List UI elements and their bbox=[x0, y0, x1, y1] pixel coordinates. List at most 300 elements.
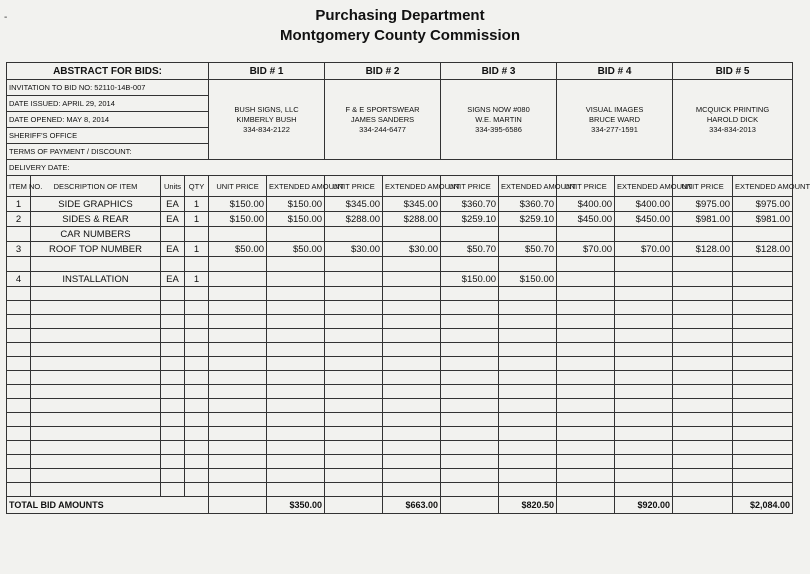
empty-cell bbox=[267, 287, 325, 301]
empty-cell bbox=[557, 455, 615, 469]
extended-amount: $288.00 bbox=[383, 212, 441, 227]
unit-price bbox=[673, 272, 733, 287]
empty-cell bbox=[267, 371, 325, 385]
item-units: EA bbox=[161, 272, 185, 287]
empty-cell bbox=[557, 301, 615, 315]
bid-total: $663.00 bbox=[383, 497, 441, 514]
empty-cell bbox=[733, 427, 793, 441]
empty-cell bbox=[733, 441, 793, 455]
empty-cell bbox=[31, 441, 161, 455]
col-extended-amount: EXTENDED AMOUNT bbox=[267, 176, 325, 197]
vendor-phone: 334-834-2122 bbox=[243, 124, 290, 134]
extended-amount bbox=[383, 272, 441, 287]
empty-cell bbox=[325, 301, 383, 315]
empty-cell bbox=[441, 441, 499, 455]
empty-cell bbox=[615, 399, 673, 413]
empty-cell bbox=[557, 343, 615, 357]
empty-cell bbox=[185, 315, 209, 329]
empty-cell bbox=[161, 413, 185, 427]
empty-cell bbox=[615, 357, 673, 371]
vendor-phone: 334-834-2013 bbox=[709, 124, 756, 134]
empty-cell bbox=[733, 413, 793, 427]
empty-cell bbox=[161, 357, 185, 371]
empty-cell bbox=[161, 301, 185, 315]
bid-total: $2,084.00 bbox=[733, 497, 793, 514]
empty-cell bbox=[7, 427, 31, 441]
unit-price bbox=[209, 227, 267, 242]
empty-cell bbox=[7, 343, 31, 357]
item-units: EA bbox=[161, 242, 185, 257]
empty-cell bbox=[383, 301, 441, 315]
empty-cell bbox=[383, 469, 441, 483]
empty-cell bbox=[185, 427, 209, 441]
empty-cell bbox=[267, 455, 325, 469]
delivery-date: DELIVERY DATE: bbox=[7, 160, 793, 176]
empty-cell bbox=[673, 469, 733, 483]
empty-cell bbox=[499, 385, 557, 399]
empty-cell bbox=[557, 441, 615, 455]
empty-cell bbox=[673, 385, 733, 399]
total-blank bbox=[209, 497, 267, 514]
empty-cell bbox=[733, 483, 793, 497]
empty-cell bbox=[31, 385, 161, 399]
unit-price: $128.00 bbox=[673, 242, 733, 257]
extended-amount bbox=[615, 257, 673, 272]
extended-amount bbox=[499, 227, 557, 242]
empty-cell bbox=[499, 301, 557, 315]
empty-cell bbox=[209, 357, 267, 371]
item-no: 4 bbox=[7, 272, 31, 287]
empty-cell bbox=[441, 399, 499, 413]
extended-amount: $150.00 bbox=[267, 212, 325, 227]
col-extended-amount: EXTENDED AMOUNT bbox=[615, 176, 673, 197]
empty-cell bbox=[383, 329, 441, 343]
empty-cell bbox=[7, 371, 31, 385]
empty-cell bbox=[209, 413, 267, 427]
empty-row bbox=[7, 469, 793, 483]
empty-cell bbox=[383, 287, 441, 301]
table-row bbox=[7, 212, 793, 227]
empty-cell bbox=[733, 315, 793, 329]
extended-amount: $50.00 bbox=[267, 242, 325, 257]
table-row bbox=[7, 242, 793, 257]
item-qty: 1 bbox=[185, 272, 209, 287]
empty-cell bbox=[161, 455, 185, 469]
empty-cell bbox=[185, 287, 209, 301]
empty-cell bbox=[615, 329, 673, 343]
empty-cell bbox=[325, 427, 383, 441]
empty-cell bbox=[185, 483, 209, 497]
empty-cell bbox=[31, 427, 161, 441]
empty-row bbox=[7, 455, 793, 469]
empty-cell bbox=[733, 343, 793, 357]
empty-cell bbox=[557, 399, 615, 413]
empty-cell bbox=[557, 385, 615, 399]
item-no: 3 bbox=[7, 242, 31, 257]
empty-cell bbox=[673, 483, 733, 497]
extended-amount: $981.00 bbox=[733, 212, 793, 227]
vendor-contact: KIMBERLY BUSH bbox=[236, 114, 297, 124]
empty-cell bbox=[209, 455, 267, 469]
abstract-title: ABSTRACT FOR BIDS: bbox=[7, 63, 209, 80]
extended-amount: $70.00 bbox=[615, 242, 673, 257]
empty-cell bbox=[7, 441, 31, 455]
empty-cell bbox=[383, 315, 441, 329]
unit-price bbox=[557, 257, 615, 272]
empty-cell bbox=[557, 357, 615, 371]
empty-cell bbox=[325, 371, 383, 385]
empty-cell bbox=[615, 427, 673, 441]
total-label: TOTAL BID AMOUNTS bbox=[7, 497, 209, 514]
department-title: Purchasing Department bbox=[315, 7, 485, 24]
empty-row bbox=[7, 357, 793, 371]
empty-cell bbox=[31, 301, 161, 315]
empty-cell bbox=[209, 329, 267, 343]
unit-price bbox=[673, 257, 733, 272]
unit-price: $50.70 bbox=[441, 242, 499, 257]
empty-cell bbox=[733, 385, 793, 399]
unit-price bbox=[557, 227, 615, 242]
empty-cell bbox=[325, 315, 383, 329]
empty-cell bbox=[557, 427, 615, 441]
item-no bbox=[7, 227, 31, 242]
empty-cell bbox=[557, 315, 615, 329]
empty-cell bbox=[441, 455, 499, 469]
unit-price: $50.00 bbox=[209, 242, 267, 257]
empty-cell bbox=[267, 315, 325, 329]
unit-price: $259.10 bbox=[441, 212, 499, 227]
extended-amount: $128.00 bbox=[733, 242, 793, 257]
empty-cell bbox=[7, 399, 31, 413]
empty-cell bbox=[673, 455, 733, 469]
empty-cell bbox=[733, 287, 793, 301]
extended-amount bbox=[733, 227, 793, 242]
empty-cell bbox=[673, 371, 733, 385]
invitation-number: INVITATION TO BID NO: 52110-14B-007 bbox=[7, 80, 209, 96]
vendor-cell bbox=[557, 80, 673, 160]
empty-cell bbox=[615, 441, 673, 455]
empty-cell bbox=[441, 385, 499, 399]
date-issued: DATE ISSUED: APRIL 29, 2014 bbox=[7, 96, 209, 112]
stray-mark: - bbox=[4, 12, 8, 23]
empty-cell bbox=[673, 315, 733, 329]
extended-amount bbox=[499, 257, 557, 272]
table-row bbox=[7, 227, 793, 242]
empty-cell bbox=[325, 329, 383, 343]
empty-cell bbox=[383, 343, 441, 357]
empty-cell bbox=[325, 343, 383, 357]
empty-cell bbox=[441, 329, 499, 343]
empty-cell bbox=[7, 357, 31, 371]
empty-cell bbox=[499, 441, 557, 455]
unit-price: $150.00 bbox=[209, 197, 267, 212]
bid-abstract-table bbox=[6, 62, 810, 514]
empty-cell bbox=[499, 427, 557, 441]
vendor-phone: 334-277-1591 bbox=[591, 124, 638, 134]
col-extended-amount: EXTENDED AMOUNT bbox=[499, 176, 557, 197]
extended-amount bbox=[733, 257, 793, 272]
vendor-name: BUSH SIGNS, LLC bbox=[234, 104, 299, 114]
empty-cell bbox=[31, 343, 161, 357]
empty-cell bbox=[673, 329, 733, 343]
item-description: SIDE GRAPHICS bbox=[31, 197, 161, 212]
extended-amount: $345.00 bbox=[383, 197, 441, 212]
unit-price: $360.70 bbox=[441, 197, 499, 212]
document-header bbox=[0, 6, 800, 46]
empty-cell bbox=[499, 483, 557, 497]
col-qty: QTY bbox=[185, 176, 209, 197]
empty-cell bbox=[557, 329, 615, 343]
empty-cell bbox=[383, 385, 441, 399]
empty-cell bbox=[31, 469, 161, 483]
unit-price: $450.00 bbox=[557, 212, 615, 227]
empty-cell bbox=[267, 469, 325, 483]
empty-cell bbox=[673, 427, 733, 441]
vendor-cell bbox=[325, 80, 441, 160]
empty-cell bbox=[615, 413, 673, 427]
bid-total: $350.00 bbox=[267, 497, 325, 514]
empty-cell bbox=[31, 399, 161, 413]
bid-total: $820.50 bbox=[499, 497, 557, 514]
empty-cell bbox=[325, 287, 383, 301]
empty-cell bbox=[7, 287, 31, 301]
empty-cell bbox=[325, 399, 383, 413]
empty-cell bbox=[267, 427, 325, 441]
vendor-contact: W.E. MARTIN bbox=[475, 114, 522, 124]
col-unit-price: UNIT PRICE bbox=[557, 176, 615, 197]
empty-cell bbox=[7, 469, 31, 483]
empty-cell bbox=[185, 371, 209, 385]
empty-cell bbox=[161, 287, 185, 301]
extended-amount bbox=[383, 257, 441, 272]
empty-cell bbox=[267, 301, 325, 315]
empty-cell bbox=[557, 287, 615, 301]
empty-cell bbox=[7, 315, 31, 329]
unit-price bbox=[557, 272, 615, 287]
vendor-contact: BRUCE WARD bbox=[589, 114, 640, 124]
table-row bbox=[7, 197, 793, 212]
item-description: CAR NUMBERS bbox=[31, 227, 161, 242]
empty-cell bbox=[325, 441, 383, 455]
empty-cell bbox=[161, 427, 185, 441]
empty-cell bbox=[185, 357, 209, 371]
col-description: DESCRIPTION OF ITEM bbox=[31, 176, 161, 197]
empty-cell bbox=[185, 301, 209, 315]
empty-cell bbox=[615, 315, 673, 329]
empty-row bbox=[7, 301, 793, 315]
col-extended-amount: EXTENDED AMOUNT bbox=[383, 176, 441, 197]
empty-cell bbox=[383, 427, 441, 441]
extended-amount: $50.70 bbox=[499, 242, 557, 257]
vendor-contact: HAROLD DICK bbox=[706, 114, 759, 124]
item-no: 2 bbox=[7, 212, 31, 227]
empty-cell bbox=[499, 469, 557, 483]
item-description: INSTALLATION bbox=[31, 272, 161, 287]
empty-cell bbox=[615, 385, 673, 399]
extended-amount bbox=[615, 227, 673, 242]
extended-amount: $360.70 bbox=[499, 197, 557, 212]
empty-row bbox=[7, 427, 793, 441]
table-row bbox=[7, 257, 793, 272]
empty-cell bbox=[209, 399, 267, 413]
unit-price: $345.00 bbox=[325, 197, 383, 212]
total-blank bbox=[557, 497, 615, 514]
empty-cell bbox=[441, 301, 499, 315]
empty-cell bbox=[673, 399, 733, 413]
empty-cell bbox=[673, 343, 733, 357]
empty-cell bbox=[185, 441, 209, 455]
empty-row bbox=[7, 385, 793, 399]
extended-amount: $400.00 bbox=[615, 197, 673, 212]
empty-cell bbox=[383, 483, 441, 497]
item-no: 1 bbox=[7, 197, 31, 212]
empty-cell bbox=[499, 455, 557, 469]
bid-total: $920.00 bbox=[615, 497, 673, 514]
vendor-phone: 334-395-6586 bbox=[475, 124, 522, 134]
item-description: SIDES & REAR bbox=[31, 212, 161, 227]
empty-cell bbox=[31, 287, 161, 301]
item-qty: 1 bbox=[185, 242, 209, 257]
extended-amount: $150.00 bbox=[499, 272, 557, 287]
empty-cell bbox=[441, 483, 499, 497]
empty-cell bbox=[209, 441, 267, 455]
empty-row bbox=[7, 483, 793, 497]
empty-cell bbox=[441, 371, 499, 385]
total-blank bbox=[441, 497, 499, 514]
totals-row bbox=[7, 497, 793, 514]
empty-cell bbox=[325, 469, 383, 483]
empty-row bbox=[7, 399, 793, 413]
empty-cell bbox=[673, 287, 733, 301]
empty-cell bbox=[209, 385, 267, 399]
empty-cell bbox=[441, 469, 499, 483]
empty-cell bbox=[499, 343, 557, 357]
empty-cell bbox=[7, 413, 31, 427]
extended-amount bbox=[383, 227, 441, 242]
empty-cell bbox=[267, 385, 325, 399]
empty-cell bbox=[31, 483, 161, 497]
empty-cell bbox=[209, 371, 267, 385]
col-units: Units bbox=[161, 176, 185, 197]
unit-price: $70.00 bbox=[557, 242, 615, 257]
unit-price: $975.00 bbox=[673, 197, 733, 212]
item-units bbox=[161, 227, 185, 242]
bid-label: BID # 2 bbox=[325, 63, 441, 80]
empty-cell bbox=[7, 301, 31, 315]
empty-row bbox=[7, 413, 793, 427]
item-description bbox=[31, 257, 161, 272]
empty-cell bbox=[31, 455, 161, 469]
unit-price bbox=[441, 257, 499, 272]
unit-price bbox=[209, 272, 267, 287]
unit-price: $981.00 bbox=[673, 212, 733, 227]
unit-price bbox=[441, 227, 499, 242]
empty-cell bbox=[185, 343, 209, 357]
empty-cell bbox=[733, 469, 793, 483]
extended-amount bbox=[267, 257, 325, 272]
empty-cell bbox=[325, 483, 383, 497]
col-extended-amount: EXTENDED AMOUNT bbox=[733, 176, 793, 197]
empty-cell bbox=[267, 357, 325, 371]
empty-cell bbox=[615, 455, 673, 469]
empty-cell bbox=[615, 301, 673, 315]
extended-amount bbox=[267, 227, 325, 242]
empty-cell bbox=[161, 371, 185, 385]
extended-amount: $975.00 bbox=[733, 197, 793, 212]
col-unit-price: UNIT PRICE bbox=[673, 176, 733, 197]
empty-cell bbox=[441, 357, 499, 371]
item-qty: 1 bbox=[185, 197, 209, 212]
extended-amount bbox=[267, 272, 325, 287]
empty-cell bbox=[7, 483, 31, 497]
empty-cell bbox=[441, 427, 499, 441]
empty-cell bbox=[31, 413, 161, 427]
empty-cell bbox=[185, 413, 209, 427]
empty-cell bbox=[615, 469, 673, 483]
empty-row bbox=[7, 371, 793, 385]
unit-price bbox=[209, 257, 267, 272]
empty-cell bbox=[267, 329, 325, 343]
empty-cell bbox=[733, 399, 793, 413]
vendor-cell bbox=[209, 80, 325, 160]
empty-cell bbox=[615, 371, 673, 385]
requesting-department: SHERIFF'S OFFICE bbox=[7, 128, 209, 144]
empty-cell bbox=[383, 399, 441, 413]
vendor-phone: 334-244-6477 bbox=[359, 124, 406, 134]
empty-cell bbox=[7, 455, 31, 469]
empty-cell bbox=[161, 385, 185, 399]
column-header-row bbox=[7, 176, 793, 197]
empty-row bbox=[7, 287, 793, 301]
empty-cell bbox=[673, 301, 733, 315]
vendor-name: MCQUICK PRINTING bbox=[695, 104, 770, 114]
col-item-no: ITEM NO. bbox=[7, 176, 31, 197]
empty-cell bbox=[185, 469, 209, 483]
empty-cell bbox=[557, 469, 615, 483]
empty-cell bbox=[267, 343, 325, 357]
empty-cell bbox=[7, 329, 31, 343]
empty-cell bbox=[185, 455, 209, 469]
empty-cell bbox=[325, 357, 383, 371]
vendor-name: VISUAL IMAGES bbox=[585, 104, 644, 114]
empty-cell bbox=[499, 399, 557, 413]
empty-cell bbox=[209, 315, 267, 329]
empty-row bbox=[7, 315, 793, 329]
vendor-cell bbox=[441, 80, 557, 160]
empty-row bbox=[7, 441, 793, 455]
vendor-name: SIGNS NOW #080 bbox=[467, 104, 530, 114]
empty-cell bbox=[325, 413, 383, 427]
item-units bbox=[161, 257, 185, 272]
empty-cell bbox=[161, 315, 185, 329]
empty-cell bbox=[7, 385, 31, 399]
empty-cell bbox=[185, 399, 209, 413]
unit-price: $30.00 bbox=[325, 242, 383, 257]
empty-cell bbox=[325, 385, 383, 399]
empty-cell bbox=[383, 357, 441, 371]
empty-cell bbox=[557, 483, 615, 497]
item-no bbox=[7, 257, 31, 272]
empty-cell bbox=[31, 371, 161, 385]
unit-price: $288.00 bbox=[325, 212, 383, 227]
empty-row bbox=[7, 329, 793, 343]
empty-cell bbox=[383, 455, 441, 469]
empty-cell bbox=[441, 343, 499, 357]
empty-cell bbox=[441, 315, 499, 329]
extended-amount: $450.00 bbox=[615, 212, 673, 227]
empty-cell bbox=[441, 287, 499, 301]
empty-cell bbox=[733, 371, 793, 385]
